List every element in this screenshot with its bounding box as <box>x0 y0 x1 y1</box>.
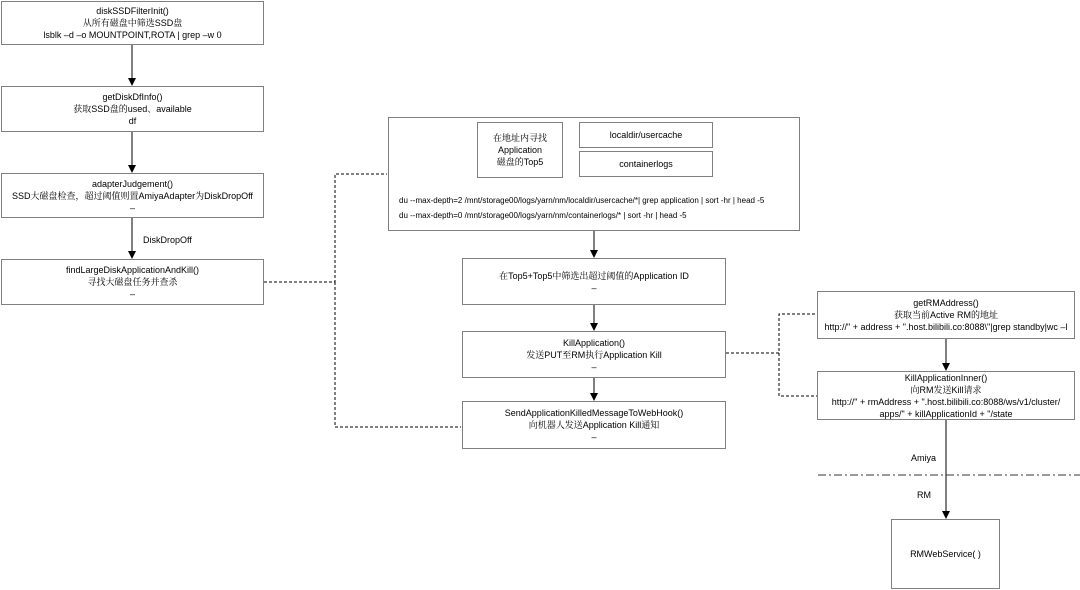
node-desc: 获取当前Active RM的地址 <box>893 310 998 320</box>
du-command-usercache: du --max-depth=2 /mnt/storage00/logs/yarn/nm/localdir/usercache/*| grep application | sort -hr | head -5 <box>399 196 765 205</box>
node-desc: 寻找大磁盘任务并查杀 <box>87 277 178 287</box>
search-desc-line: Application <box>497 145 543 155</box>
adapter-judgement-node <box>1 173 264 218</box>
node-title: RMWebService( ) <box>910 549 981 559</box>
search-panel <box>388 117 800 231</box>
node-cmd: apps/" + killApplicationId + "/state <box>879 408 1013 419</box>
dashed-kill-to-inner <box>779 353 817 396</box>
disk-ssd-filter-init-node <box>1 1 264 45</box>
edge-label-amiya: Amiya <box>911 453 937 463</box>
dashed-find-to-webhook <box>335 282 461 427</box>
node-cmd: lsblk –d –o MOUNTPOINT,ROTA | grep –w 0 <box>43 30 222 40</box>
node-desc: 获取SSD盘的used、available <box>73 104 192 114</box>
node-title: findLargeDiskApplicationAndKill() <box>65 265 200 275</box>
get-disk-df-info-node <box>1 86 264 132</box>
node-dash: – <box>591 282 597 293</box>
du-command-containerlogs: du --max-depth=0 /mnt/storage00/logs/yarn/nm/containerlogs/* | sort -hr | head -5 <box>399 211 687 220</box>
node-cmd: df <box>128 116 137 126</box>
search-desc-line: 磁盘的Top5 <box>496 157 544 167</box>
dashed-kill-to-getrm <box>726 314 817 353</box>
localdir-usercache-box <box>579 122 713 148</box>
send-webhook-node <box>462 401 726 449</box>
node-title: KillApplicationInner() <box>904 372 988 383</box>
filter-top5-node <box>462 258 726 305</box>
edge-label-disk-drop-off: DiskDropOff <box>143 235 192 245</box>
get-rm-address-node <box>817 291 1075 339</box>
rm-web-service-node <box>891 519 1000 589</box>
node-dash: – <box>591 432 597 442</box>
node-title: 在Top5+Top5中筛选出超过阈值的Application ID <box>499 270 689 281</box>
node-desc: SSD大磁盘检查，超过阈值则置AmiyaAdapter为DiskDropOff <box>12 190 253 201</box>
node-cmd: http://" + address + ".host.bilibili.co:8088\"|grep standby|wc –l <box>824 322 1068 332</box>
node-title: getRMAddress() <box>913 298 979 308</box>
node-title: getDiskDfInfo() <box>102 92 163 102</box>
find-large-disk-app-node <box>1 259 264 305</box>
containerlogs-label: containerlogs <box>619 159 673 169</box>
node-title: KillApplication() <box>562 337 626 348</box>
node-title: diskSSDFilterInit() <box>96 6 169 16</box>
localdir-label: localdir/usercache <box>609 130 683 140</box>
dashed-find-to-panel <box>264 174 387 282</box>
node-dash: – <box>129 289 135 299</box>
node-dash: – <box>591 361 597 372</box>
node-desc: 从所有磁盘中筛选SSD盘 <box>82 18 183 28</box>
node-dash: – <box>129 202 135 213</box>
node-title: SendApplicationKilledMessageToWebHook() <box>504 408 684 418</box>
search-description-box <box>477 122 563 178</box>
node-cmd: http://" + rmAddress + ".host.bilibili.co:8088/ws/v1/cluster/ <box>831 396 1061 407</box>
kill-application-inner-node <box>817 371 1075 420</box>
node-desc: 向RM发送Kill请求 <box>910 384 982 395</box>
node-title: adapterJudgement() <box>91 178 174 189</box>
edge-label-rm: RM <box>917 490 931 500</box>
search-desc-line: 在地址内寻找 <box>492 133 547 143</box>
node-desc: 发送PUT至RM执行Application Kill <box>526 349 662 360</box>
containerlogs-box <box>579 151 713 177</box>
kill-application-node <box>462 331 726 378</box>
node-desc: 向机器人发送Application Kill通知 <box>528 420 660 430</box>
